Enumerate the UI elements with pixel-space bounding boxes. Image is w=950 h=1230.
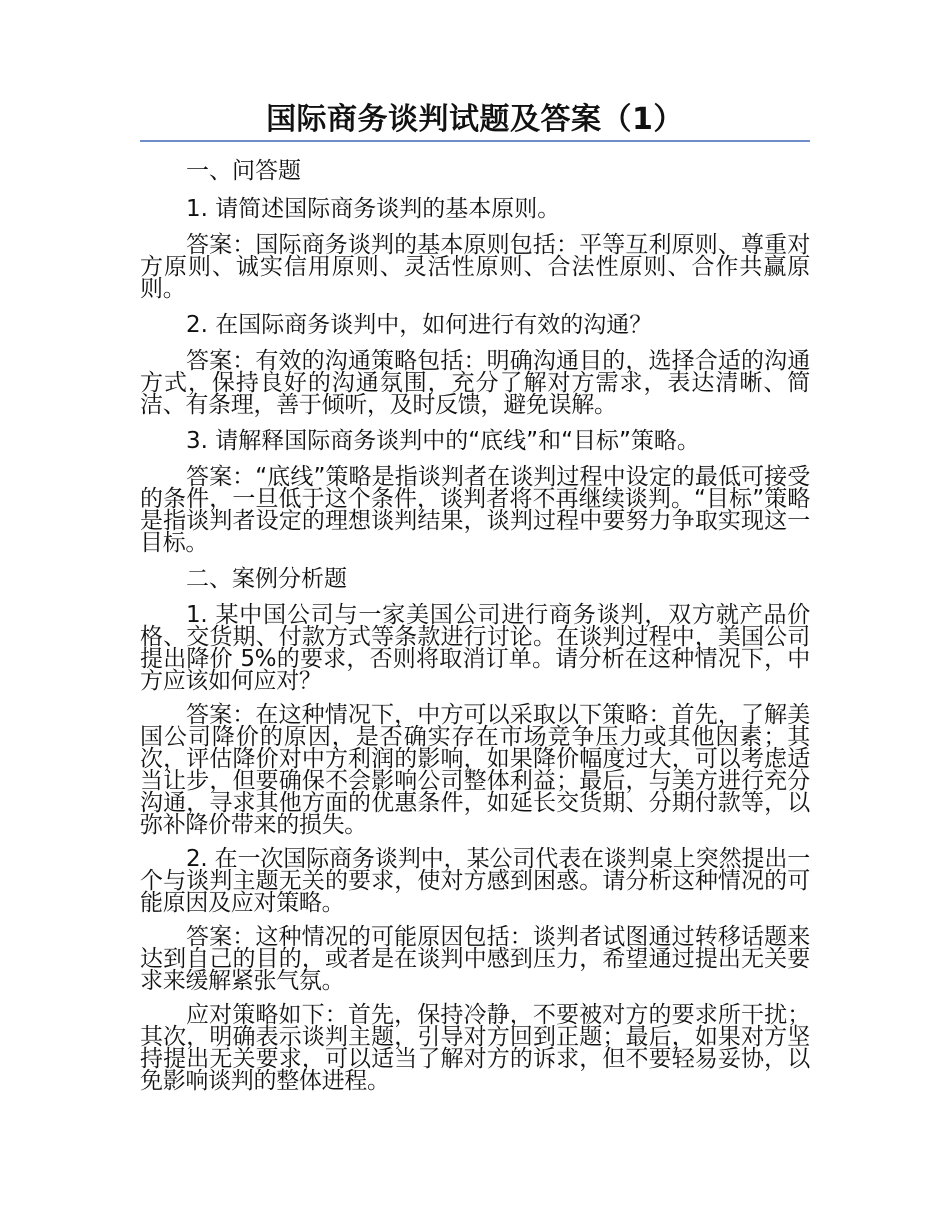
document-title: 国际商务谈判试题及答案（1） bbox=[140, 100, 810, 142]
question-1: 1. 请简述国际商务谈判的基本原则。 bbox=[186, 196, 561, 222]
case-1-answer: 答案：在这种情况下，中方可以采取以下策略：首先，了解美国公司降价的原因，是否确实存在市场竞争压力或其他因素；其次，评估降价对中方利润的影响，如果降价幅度过大，可以考虑适当让步，但要确保不会影响公司整体利益；最后，与美方进行充分沟通，寻求其他方面的优惠条件，如延长交货期、分期付款等，以弥补降价带来的损失。 bbox=[140, 702, 810, 838]
answer-1: 答案：国际商务谈判的基本原则包括：平等互利原则、尊重对方原则、诚实信用原则、灵活性原则、合法性原则、合作共赢原则。 bbox=[140, 232, 810, 302]
case-2-answer: 答案：这种情况的可能原因包括：谈判者试图通过转移话题来达到自己的目的，或者是在谈判中感到压力，希望通过提出无关要求来缓解紧张气氛。 bbox=[140, 924, 810, 994]
case-2: 2. 在一次国际商务谈判中，某公司代表在谈判桌上突然提出一个与谈判主题无关的要求，使对方感到困惑。请分析这种情况的可能原因及应对策略。 bbox=[140, 846, 810, 916]
section-heading-case: 二、案例分析题 bbox=[186, 566, 347, 592]
answer-2: 答案：有效的沟通策略包括：明确沟通目的，选择合适的沟通方式，保持良好的沟通氛围，充分了解对方需求，表达清晰、简洁、有条理，善于倾听，及时反馈，避免误解。 bbox=[140, 348, 810, 418]
question-3: 3. 请解释国际商务谈判中的“底线”和“目标”策略。 bbox=[186, 428, 700, 454]
question-2: 2. 在国际商务谈判中，如何进行有效的沟通？ bbox=[186, 312, 653, 338]
document-page bbox=[140, 100, 810, 1092]
case-1: 1. 某中国公司与一家美国公司进行商务谈判，双方就产品价格、交货期、付款方式等条款进行讨论。在谈判过程中，美国公司提出降价 5%的要求，否则将取消订单。请分析在这种情况下，中方应该如何应对？ bbox=[140, 602, 810, 694]
section-heading-qa: 一、问答题 bbox=[186, 158, 301, 184]
case-2-strategy: 应对策略如下：首先，保持冷静，不要被对方的要求所干扰；其次，明确表示谈判主题，引导对方回到正题；最后，如果对方坚持提出无关要求，可以适当了解对方的诉求，但不要轻易妥协，以免影响谈判的整体进程。 bbox=[140, 1002, 810, 1094]
answer-3: 答案：“底线”策略是指谈判者在谈判过程中设定的最低可接受的条件，一旦低于这个条件，谈判者将不再继续谈判。“目标”策略是指谈判者设定的理想谈判结果，谈判过程中要努力争取实现这一目标。 bbox=[140, 464, 810, 556]
